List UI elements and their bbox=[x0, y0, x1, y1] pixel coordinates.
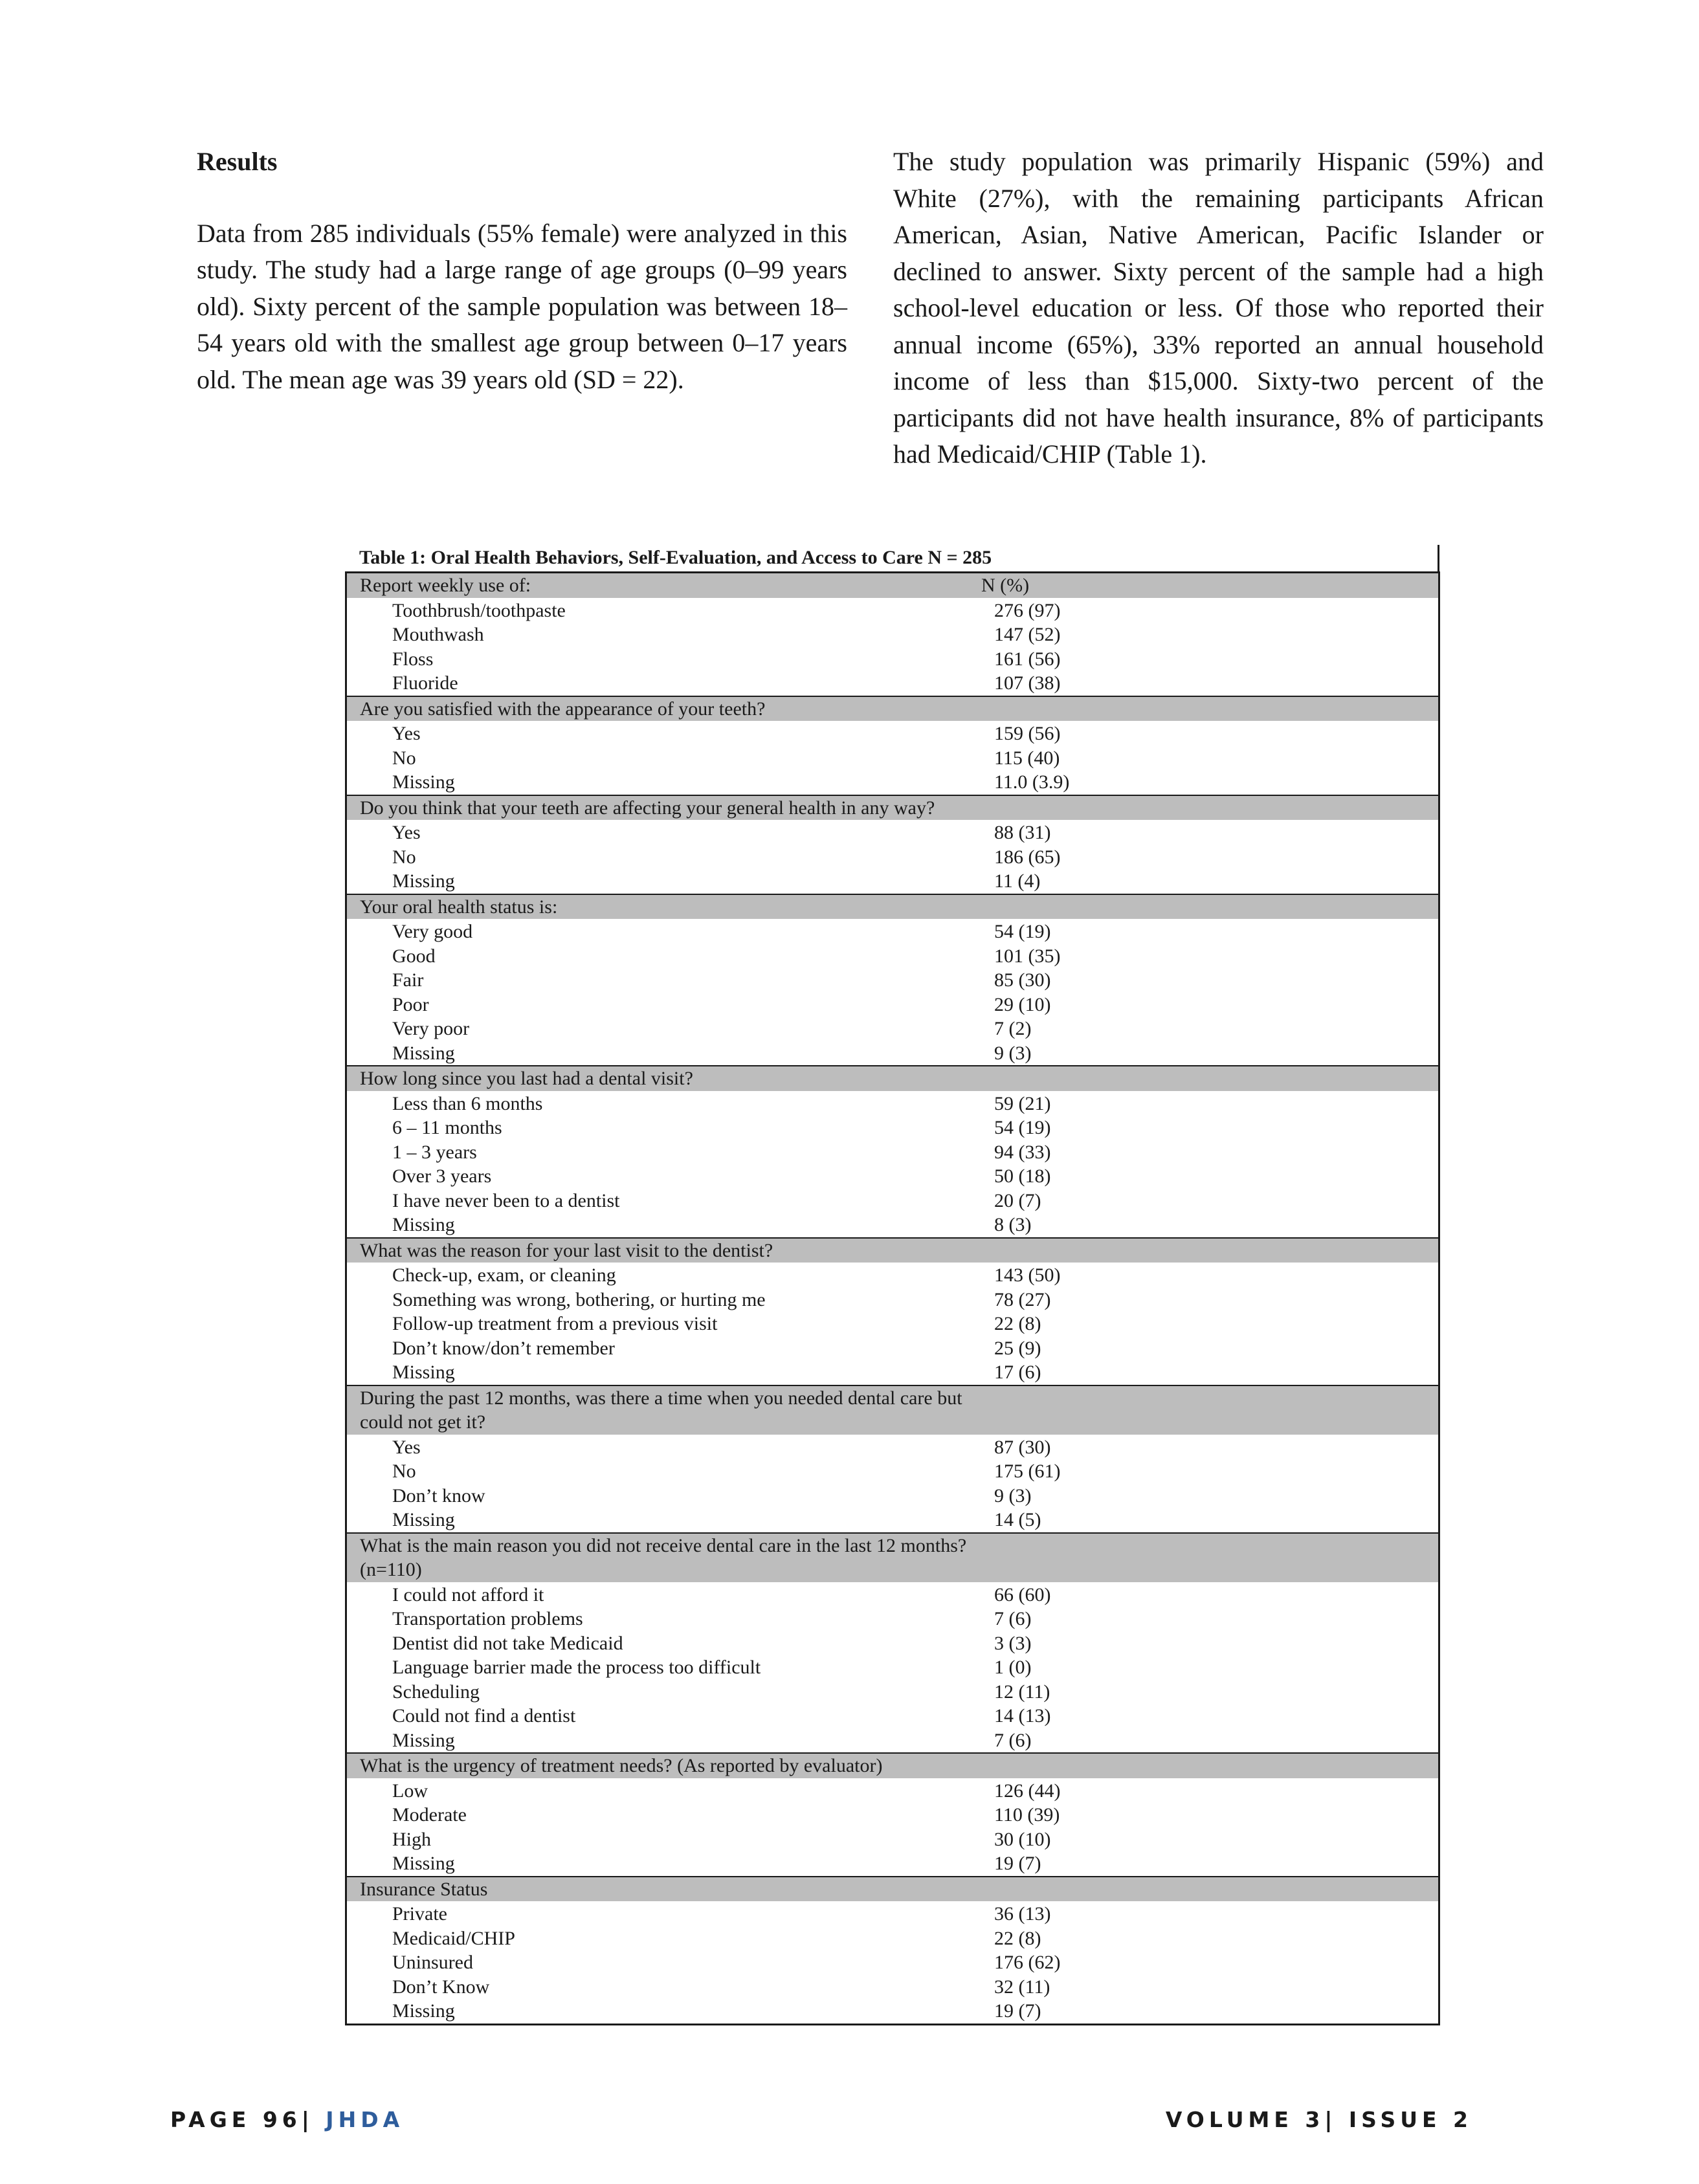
section-question-row bbox=[347, 795, 1438, 821]
row-label: Less than 6 months bbox=[392, 1092, 543, 1114]
table-title: Table 1: Oral Health Behaviors, Self-Evaluation, and Access to Care N = 285 bbox=[345, 545, 1439, 571]
footer-page bbox=[170, 2107, 404, 2132]
section-question: Do you think that your teeth are affecting your general health in any way? bbox=[360, 797, 935, 819]
row-value: 12 (11) bbox=[994, 1681, 1050, 1703]
row-value: 22 (8) bbox=[994, 1927, 1041, 1949]
table-row bbox=[347, 1041, 1438, 1066]
row-value: 19 (7) bbox=[994, 1853, 1041, 1874]
row-value: 36 (13) bbox=[994, 1903, 1051, 1925]
row-value: 29 (10) bbox=[994, 993, 1051, 1015]
row-label: Yes bbox=[392, 1436, 421, 1458]
row-label: Low bbox=[392, 1780, 428, 1802]
row-value: 1 (0) bbox=[994, 1657, 1032, 1678]
section-question-row bbox=[347, 1065, 1438, 1091]
results-column bbox=[197, 144, 847, 398]
table-section bbox=[347, 1876, 1438, 2024]
row-label: Yes bbox=[392, 822, 421, 843]
row-value: 8 (3) bbox=[994, 1214, 1032, 1235]
table-row bbox=[347, 722, 1438, 746]
section-question: How long since you last had a dental visit? bbox=[360, 1068, 693, 1089]
table-row bbox=[347, 944, 1438, 969]
row-label: Fluoride bbox=[392, 672, 458, 694]
table-section bbox=[347, 1237, 1438, 1385]
row-value: 25 (9) bbox=[994, 1337, 1041, 1359]
section-header-value bbox=[981, 1239, 1438, 1263]
row-label: No bbox=[392, 1461, 416, 1482]
row-value: 7 (6) bbox=[994, 1729, 1032, 1751]
table-section bbox=[347, 795, 1438, 894]
row-label: No bbox=[392, 747, 416, 769]
row-value: 87 (30) bbox=[994, 1436, 1051, 1458]
table-section bbox=[347, 1065, 1438, 1237]
table-row bbox=[347, 968, 1438, 993]
table-row bbox=[347, 599, 1438, 623]
section-question: Are you satisfied with the appearance of your teeth? bbox=[360, 698, 766, 720]
row-label: I could not afford it bbox=[392, 1583, 544, 1605]
section-header-value bbox=[981, 1066, 1438, 1091]
section-question-row bbox=[347, 571, 1438, 598]
row-label: Floss bbox=[392, 648, 434, 670]
row-label: 1 – 3 years bbox=[392, 1141, 477, 1163]
section-header-value: N (%) bbox=[981, 575, 1030, 596]
table-row bbox=[347, 1902, 1438, 1926]
row-label: Transportation problems bbox=[392, 1608, 583, 1629]
row-value: 50 (18) bbox=[994, 1165, 1051, 1187]
row-label: No bbox=[392, 846, 416, 868]
section-question-row bbox=[347, 1752, 1438, 1778]
section-header-value bbox=[981, 796, 1438, 821]
row-label: Missing bbox=[392, 1362, 455, 1383]
table-row bbox=[347, 1704, 1438, 1728]
row-value: 9 (3) bbox=[994, 1484, 1032, 1506]
row-value: 176 (62) bbox=[994, 1952, 1061, 1973]
journal-name: JHDA bbox=[326, 2107, 405, 2132]
row-value: 22 (8) bbox=[994, 1313, 1041, 1334]
row-label: Don’t know bbox=[392, 1484, 485, 1506]
row-value: 54 (19) bbox=[994, 1117, 1051, 1138]
row-label: Yes bbox=[392, 723, 421, 744]
table-row bbox=[347, 1213, 1438, 1237]
page-number: PAGE 96| bbox=[170, 2107, 314, 2132]
table-row bbox=[347, 1017, 1438, 1041]
row-label: Scheduling bbox=[392, 1681, 480, 1703]
row-label: Missing bbox=[392, 2000, 455, 2022]
row-value: 159 (56) bbox=[994, 723, 1061, 744]
section-question: What is the main reason you did not receive dental care in the last 12 months? (n=110) bbox=[360, 1534, 967, 1580]
row-label: Toothbrush/toothpaste bbox=[392, 599, 566, 621]
row-label: Missing bbox=[392, 1042, 455, 1064]
table-row bbox=[347, 1336, 1438, 1361]
row-label: Missing bbox=[392, 771, 455, 793]
table-section bbox=[347, 1532, 1438, 1753]
row-label: Very good bbox=[392, 921, 473, 942]
row-value: 88 (31) bbox=[994, 822, 1051, 843]
row-label: Over 3 years bbox=[392, 1165, 492, 1187]
row-label: Language barrier made the process too difficult bbox=[392, 1657, 761, 1678]
row-label: Missing bbox=[392, 1853, 455, 1874]
row-value: 9 (3) bbox=[994, 1042, 1032, 1064]
table-row bbox=[347, 1950, 1438, 1975]
table-row bbox=[347, 1999, 1438, 2024]
row-label: I have never been to a dentist bbox=[392, 1189, 620, 1211]
section-question: Insurance Status bbox=[360, 1878, 488, 1900]
row-label: Moderate bbox=[392, 1804, 467, 1826]
row-value: 14 (5) bbox=[994, 1509, 1041, 1530]
row-value: 78 (27) bbox=[994, 1288, 1051, 1310]
footer-volume: VOLUME 3| ISSUE 2 bbox=[1165, 2107, 1472, 2132]
row-value: 186 (65) bbox=[994, 846, 1061, 868]
table-row bbox=[347, 1926, 1438, 1951]
section-header-value bbox=[981, 1534, 1438, 1582]
table-row bbox=[347, 746, 1438, 771]
table-row bbox=[347, 1779, 1438, 1803]
row-value: 94 (33) bbox=[994, 1141, 1051, 1163]
row-value: 115 (40) bbox=[994, 747, 1060, 769]
row-label: Uninsured bbox=[392, 1952, 473, 1973]
row-label: 6 – 11 months bbox=[392, 1117, 502, 1138]
row-label: Good bbox=[392, 945, 436, 967]
table-row bbox=[347, 1164, 1438, 1189]
row-value: 19 (7) bbox=[994, 2000, 1041, 2022]
table-row bbox=[347, 821, 1438, 845]
section-question-row bbox=[347, 1385, 1438, 1435]
section-question-row bbox=[347, 1876, 1438, 1902]
row-value: 11.0 (3.9) bbox=[994, 771, 1070, 793]
row-value: 276 (97) bbox=[994, 599, 1061, 621]
table-row bbox=[347, 1631, 1438, 1656]
row-value: 126 (44) bbox=[994, 1780, 1061, 1802]
row-label: Don’t Know bbox=[392, 1976, 490, 1998]
row-label: Very poor bbox=[392, 1018, 470, 1039]
table-row bbox=[347, 1975, 1438, 2000]
table-row bbox=[347, 1116, 1438, 1140]
row-label: Missing bbox=[392, 1509, 455, 1530]
row-value: 7 (6) bbox=[994, 1608, 1032, 1629]
row-value: 143 (50) bbox=[994, 1264, 1061, 1286]
row-label: Missing bbox=[392, 1214, 455, 1235]
table-section bbox=[347, 1752, 1438, 1876]
table-section bbox=[347, 894, 1438, 1066]
table-row bbox=[347, 1459, 1438, 1484]
row-value: 32 (11) bbox=[994, 1976, 1050, 1998]
table-row bbox=[347, 1655, 1438, 1680]
section-header-value bbox=[981, 1877, 1438, 1902]
row-label: Dentist did not take Medicaid bbox=[392, 1632, 623, 1654]
row-label: Mouthwash bbox=[392, 624, 484, 645]
section-question: What was the reason for your last visit to the dentist? bbox=[360, 1239, 773, 1261]
row-label: Missing bbox=[392, 870, 455, 892]
table-row bbox=[347, 920, 1438, 944]
table-row bbox=[347, 1140, 1438, 1165]
row-value: 3 (3) bbox=[994, 1632, 1032, 1654]
table-row bbox=[347, 1312, 1438, 1336]
section-question: Your oral health status is: bbox=[360, 896, 558, 918]
table-section bbox=[347, 696, 1438, 795]
section-question-row bbox=[347, 894, 1438, 920]
row-value: 59 (21) bbox=[994, 1092, 1051, 1114]
row-value: 20 (7) bbox=[994, 1189, 1041, 1211]
section-question: Report weekly use of: bbox=[360, 575, 531, 596]
row-value: 161 (56) bbox=[994, 648, 1061, 670]
row-value: 11 (4) bbox=[994, 870, 1041, 892]
section-question-row bbox=[347, 696, 1438, 722]
table-row bbox=[347, 671, 1438, 696]
section-header-value bbox=[981, 895, 1438, 920]
table-row bbox=[347, 869, 1438, 894]
table-row bbox=[347, 1728, 1438, 1753]
row-value: 17 (6) bbox=[994, 1362, 1041, 1383]
table-row bbox=[347, 1288, 1438, 1312]
table-row bbox=[347, 1851, 1438, 1876]
demographics-paragraph: The study population was primarily Hispanic (59%) and White (27%), with the remaining participants African American, Asian, Native American, Pacific Islander or declined to answer. Sixty percent of the sample had a high school-level education or less. Of those who reported their annual income (65%), 33% reported an annual household income of less than $15,000. Sixty-two percent of the participants did not have health insurance, 8% of participants had Medicaid/CHIP (Table 1). bbox=[893, 147, 1544, 469]
table-row bbox=[347, 1484, 1438, 1508]
table-row bbox=[347, 1583, 1438, 1607]
row-value: 66 (60) bbox=[994, 1583, 1051, 1605]
section-question-row bbox=[347, 1237, 1438, 1263]
row-value: 147 (52) bbox=[994, 624, 1061, 645]
section-question: During the past 12 months, was there a time when you needed dental care but could not get it? bbox=[360, 1387, 962, 1433]
table-row bbox=[347, 1435, 1438, 1460]
table-row bbox=[347, 1803, 1438, 1827]
row-label: Don’t know/don’t remember bbox=[392, 1337, 615, 1359]
row-value: 54 (19) bbox=[994, 921, 1051, 942]
section-heading: Results bbox=[197, 147, 278, 176]
row-label: Medicaid/CHIP bbox=[392, 1927, 515, 1949]
row-value: 101 (35) bbox=[994, 945, 1061, 967]
table-section bbox=[347, 571, 1438, 696]
table-row bbox=[347, 770, 1438, 795]
row-label: Something was wrong, bothering, or hurting me bbox=[392, 1288, 766, 1310]
row-label: Missing bbox=[392, 1729, 455, 1751]
row-label: Follow-up treatment from a previous visit bbox=[392, 1313, 718, 1334]
table-row bbox=[347, 845, 1438, 870]
row-label: High bbox=[392, 1828, 431, 1850]
table-body bbox=[345, 571, 1440, 2025]
row-value: 110 (39) bbox=[994, 1804, 1060, 1826]
row-label: Fair bbox=[392, 969, 424, 991]
demographics-column bbox=[893, 144, 1544, 473]
table-row bbox=[347, 1263, 1438, 1288]
row-label: Could not find a dentist bbox=[392, 1705, 576, 1726]
section-header-value bbox=[981, 1386, 1438, 1435]
table-row bbox=[347, 647, 1438, 672]
table-row bbox=[347, 1189, 1438, 1213]
table-row bbox=[347, 1607, 1438, 1631]
row-label: Poor bbox=[392, 993, 429, 1015]
table-row bbox=[347, 1508, 1438, 1532]
section-header-value bbox=[981, 1754, 1438, 1778]
section-question-row bbox=[347, 1532, 1438, 1582]
section-header-value bbox=[981, 697, 1438, 722]
table-row bbox=[347, 1827, 1438, 1852]
table-row bbox=[347, 993, 1438, 1017]
row-value: 85 (30) bbox=[994, 969, 1051, 991]
row-value: 30 (10) bbox=[994, 1828, 1051, 1850]
row-label: Private bbox=[392, 1903, 447, 1925]
row-value: 107 (38) bbox=[994, 672, 1061, 694]
table-row bbox=[347, 1680, 1438, 1704]
table-row bbox=[347, 1360, 1438, 1385]
results-paragraph: Data from 285 individuals (55% female) were analyzed in this study. The study had a large range of age groups (0–99 years old). Sixty percent of the sample population was between 18–54 years old with the smallest age group between 0–17 years old. The mean age was 39 years old (SD = 22). bbox=[197, 218, 847, 394]
row-label: Check-up, exam, or cleaning bbox=[392, 1264, 616, 1286]
table-1 bbox=[345, 545, 1440, 2025]
table-row bbox=[347, 1092, 1438, 1116]
row-value: 175 (61) bbox=[994, 1461, 1061, 1482]
table-row bbox=[347, 623, 1438, 647]
row-value: 7 (2) bbox=[994, 1018, 1032, 1039]
row-value: 14 (13) bbox=[994, 1705, 1051, 1726]
table-section bbox=[347, 1385, 1438, 1532]
section-question: What is the urgency of treatment needs? (As reported by evaluator) bbox=[360, 1755, 883, 1776]
